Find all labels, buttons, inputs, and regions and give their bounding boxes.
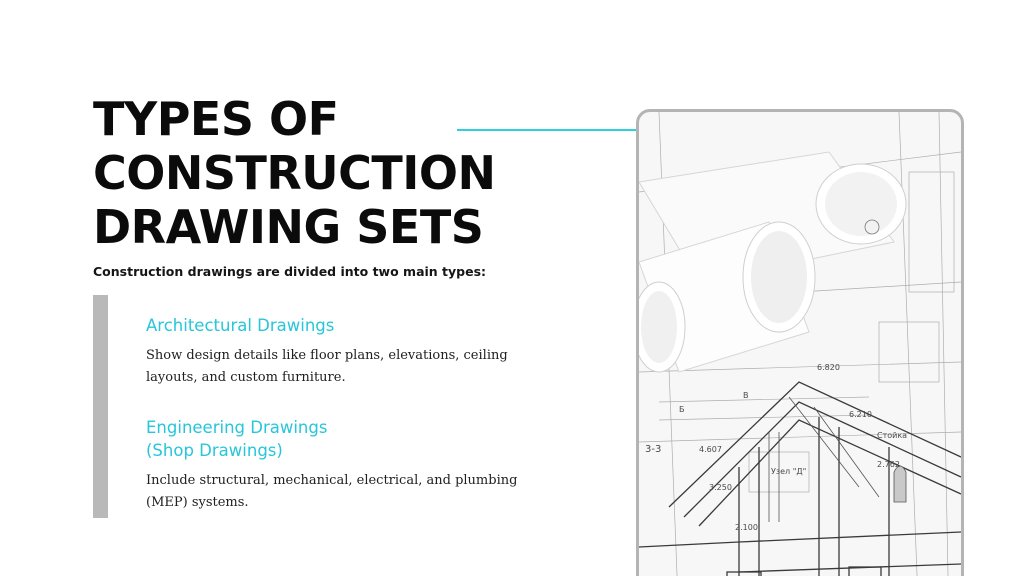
drawing-note: Стойка (877, 431, 908, 440)
title-accent-line (457, 129, 637, 131)
paper-rolls (639, 152, 906, 372)
item-heading: Architectural Drawings (146, 316, 335, 335)
dimension-label: 2.762 (877, 460, 900, 469)
slide-title: TYPES OF CONSTRUCTION DRAWING SETS (93, 92, 496, 254)
item-heading: Engineering Drawings (Shop Drawings) (146, 418, 328, 460)
drawing-type-architectural (146, 314, 536, 389)
drawing-type-engineering (146, 416, 536, 514)
axis-label: В (743, 391, 749, 400)
slide-subtitle: Construction drawings are divided into two main types: (93, 264, 487, 279)
content-side-bar (93, 295, 108, 518)
item-body: Include structural, mechanical, electrical, and plumbing (MEP) systems. (146, 473, 518, 510)
item-body: Show design details like floor plans, elevations, ceiling layouts, and custom furniture. (146, 348, 508, 385)
dimension-label: 6.820 (817, 363, 840, 372)
axis-label: Б (679, 405, 685, 414)
dimension-label: 2.100 (735, 523, 758, 532)
dimension-label: 6.210 (849, 410, 872, 419)
blueprint-photo (636, 109, 964, 576)
dimension-label: 4.607 (699, 445, 722, 454)
section-label: 3-3 (645, 444, 662, 455)
blueprint-illustration (639, 112, 961, 576)
drawing-note: Узел "Д" (771, 467, 807, 476)
dimension-label: 3.250 (709, 483, 732, 492)
